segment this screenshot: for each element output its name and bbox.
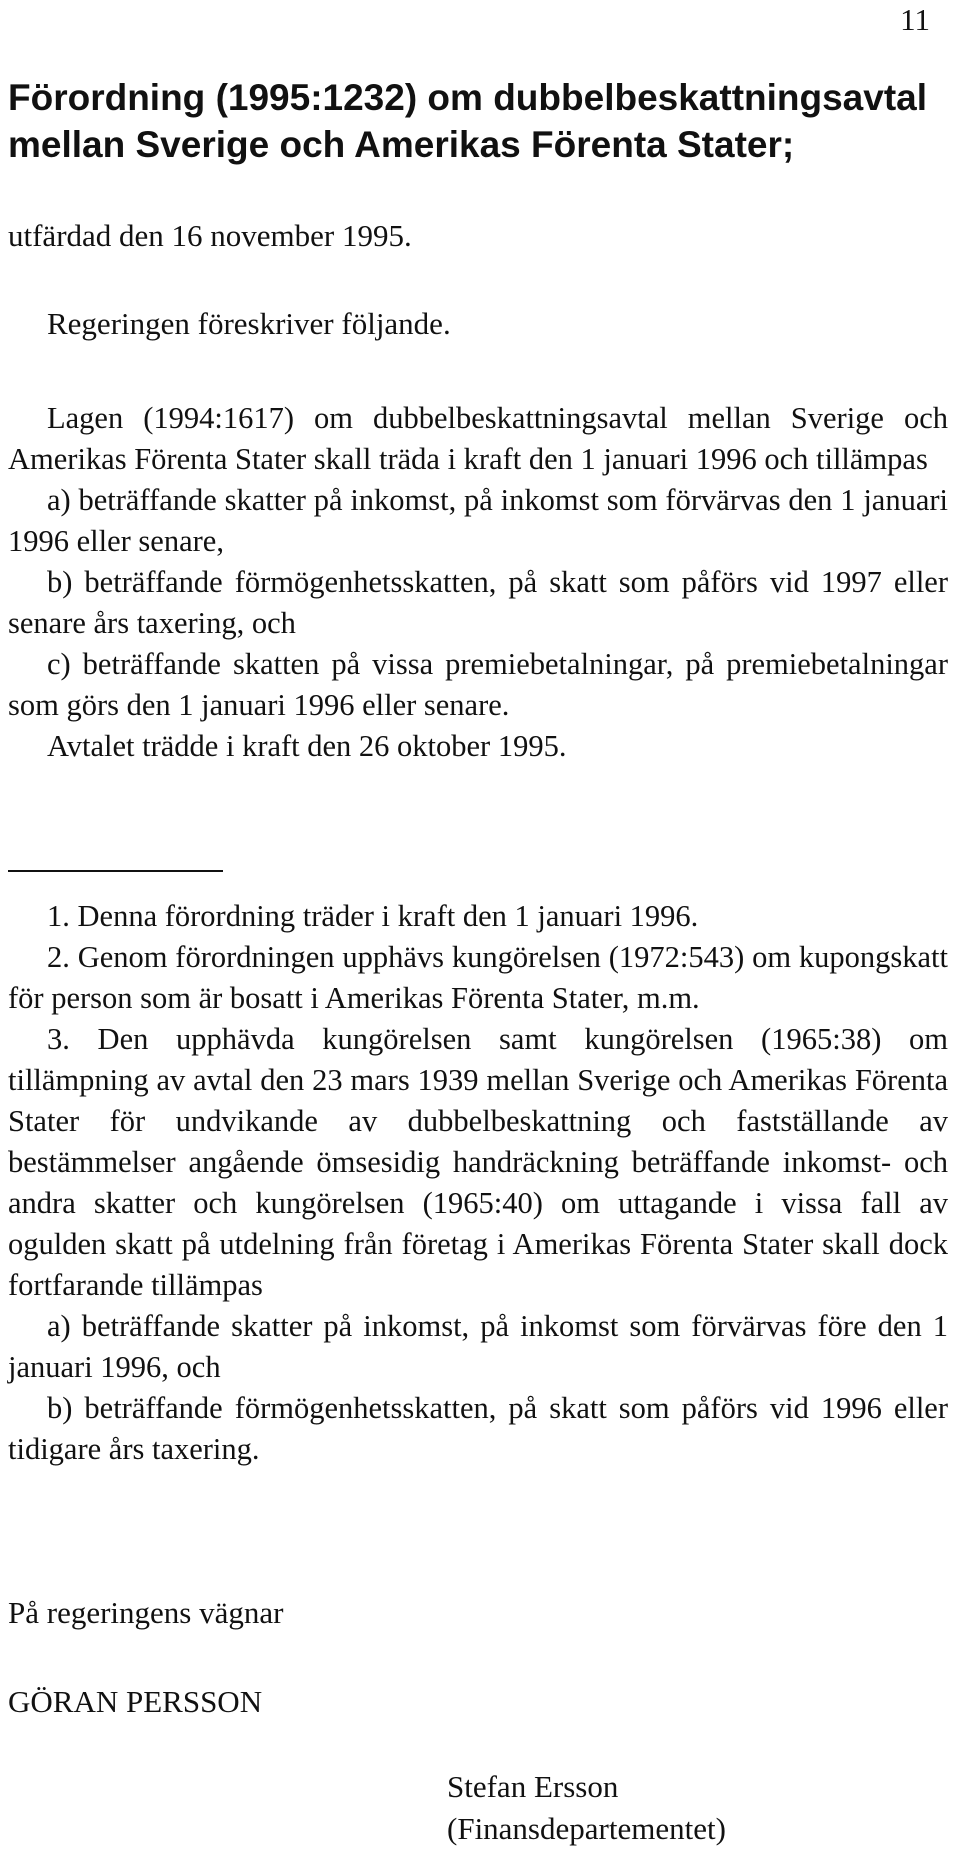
signatory-name: GÖRAN PERSSON <box>8 1684 263 1719</box>
provision-1: 1. Denna förordning träder i kraft den 1 januari 1996. <box>47 899 699 933</box>
department-name: (Finansdepartementet) <box>447 1811 726 1846</box>
law-section <box>8 398 948 767</box>
law-item-b: b) beträffande förmögenhetsskatten, på skatt som påförs vid 1997 eller senare års taxering, och <box>8 565 948 640</box>
provision-3: 3. Den upphävda kungörelsen samt kungörelsen (1965:38) om tillämpning av avtal den 23 mars 1939 mellan Sverige och Amerikas Förenta Stater för undvikande av dubbelbeskattning och fastställande av bestämmelser angående ömsesidig handräckning beträffande inkomst- och andra skatter och kungörelsen (1965:40) om uttagande i vissa fall av ogulden skatt på utdelning från företag i Amerikas Förenta Stater skall dock fortfarande tillämpas <box>8 1022 948 1302</box>
law-item-a: a) beträffande skatter på inkomst, på inkomst som förvärvas den 1 januari 1996 eller senare, <box>8 483 948 558</box>
title-line-2: mellan Sverige och Amerikas Förenta Stater; <box>8 124 795 165</box>
law-item-c: c) beträffande skatten på vissa premiebetalningar, på premiebetalningar som görs den 1 januari 1996 eller senare. <box>8 647 948 722</box>
provision-3-item-a: a) beträffande skatter på inkomst, på inkomst som förvärvas före den 1 januari 1996, och <box>8 1309 948 1384</box>
page-number: 11 <box>900 2 930 37</box>
separator-rule <box>8 870 223 872</box>
title-line-1: Förordning (1995:1232) om dubbelbeskattningsavtal <box>8 77 928 118</box>
signature-intro: På regeringens vägnar <box>8 1595 284 1630</box>
provision-3-item-b: b) beträffande förmögenhetsskatten, på skatt som påförs vid 1996 eller tidigare års taxering. <box>8 1391 948 1466</box>
countersignature-block <box>447 1766 726 1850</box>
countersignatory-name: Stefan Ersson <box>447 1769 619 1804</box>
law-paragraph: Lagen (1994:1617) om dubbelbeskattningsavtal mellan Sverige och Amerikas Förenta Stater skall träda i kraft den 1 januari 1996 och tillämpas <box>8 401 948 476</box>
intro-statement: Regeringen föreskriver följande. <box>47 306 451 341</box>
provisions-section <box>8 896 948 1470</box>
issue-date: utfärdad den 16 november 1995. <box>8 218 412 253</box>
provision-2: 2. Genom förordningen upphävs kungörelsen (1972:543) om kupongskatt för person som är bosatt i Amerikas Förenta Stater, m.m. <box>8 940 948 1015</box>
agreement-note: Avtalet trädde i kraft den 26 oktober 1995. <box>47 729 567 763</box>
document-title <box>8 74 948 168</box>
